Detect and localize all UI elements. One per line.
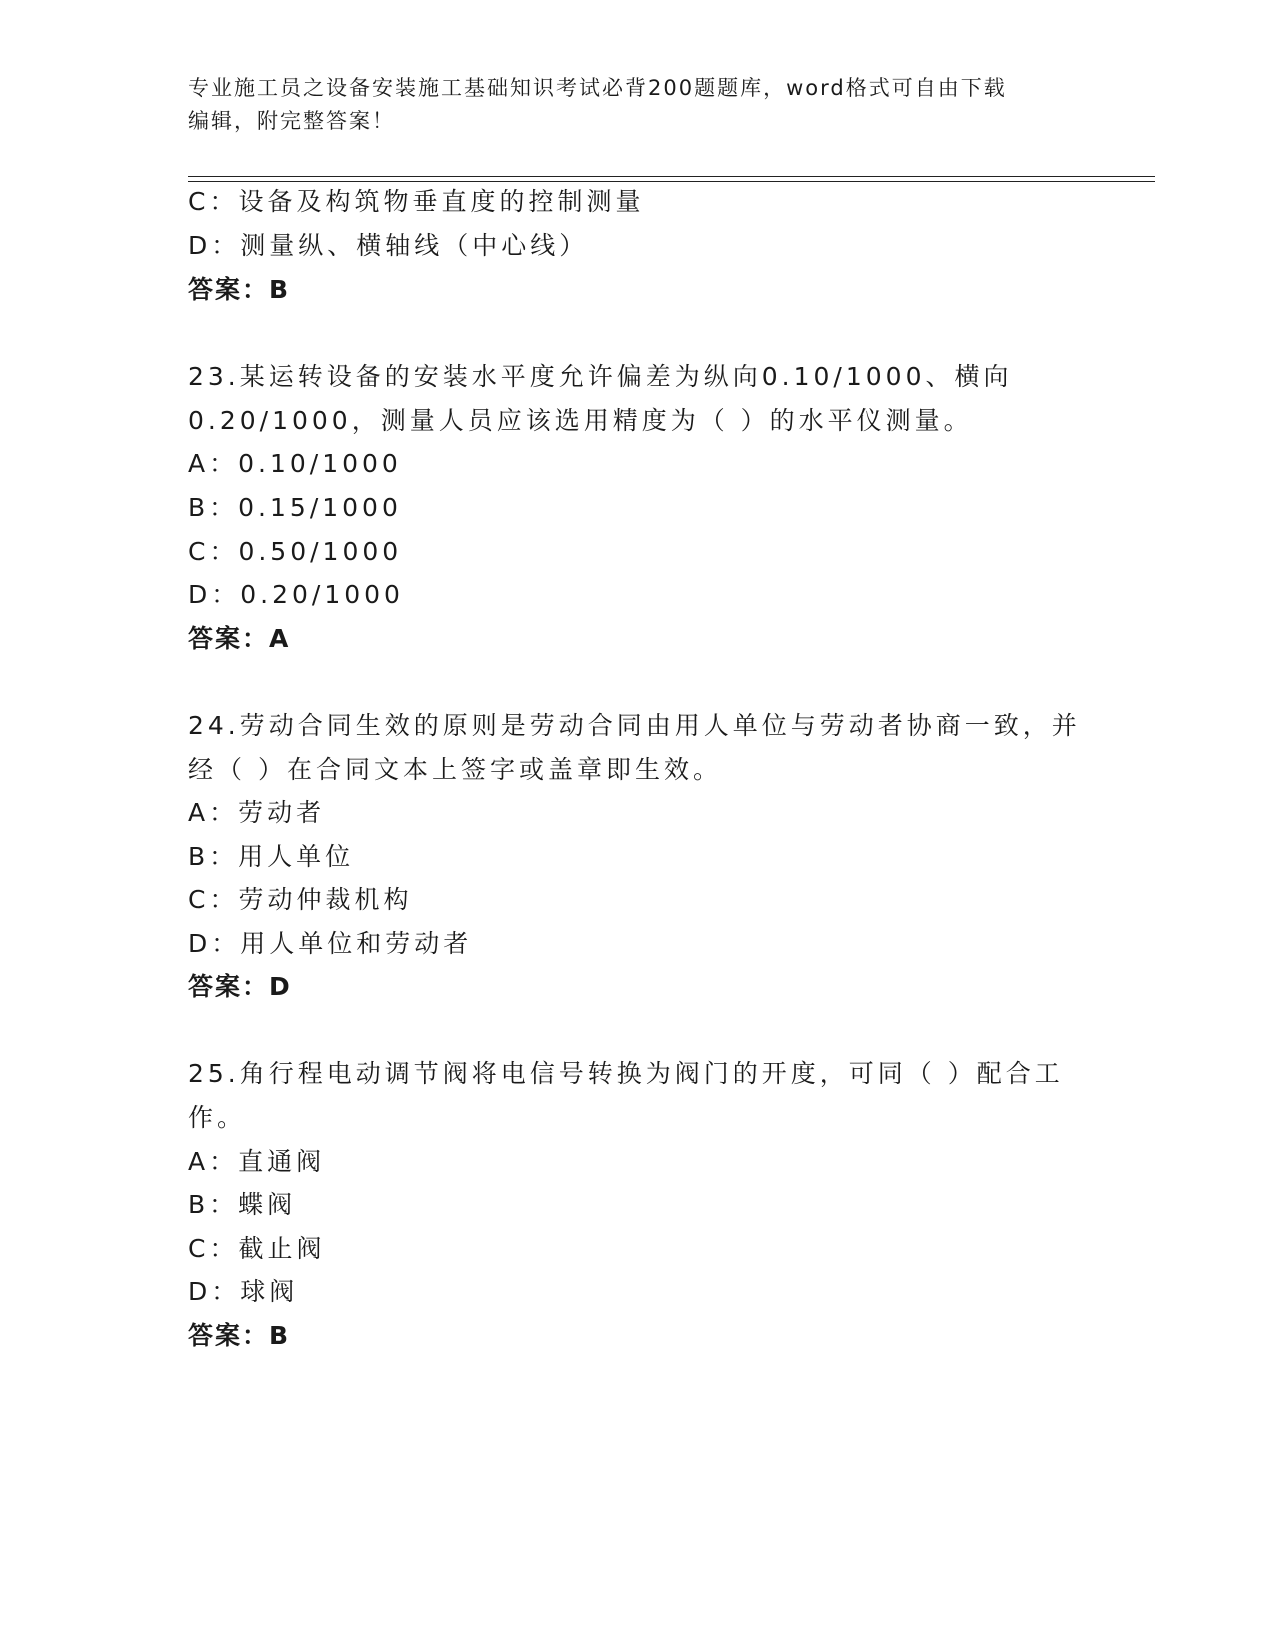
header-divider-top (188, 176, 1155, 177)
q24-option-a: A：劳动者 (188, 798, 326, 827)
q24-stem-line-1: 24.劳动合同生效的原则是劳动合同由用人单位与劳动者协商一致，并 (188, 711, 1081, 740)
header-title-line-2: 编辑，附完整答案！ (188, 109, 395, 133)
q23-stem-line-1: 23.某运转设备的安装水平度允许偏差为纵向0.10/1000、横向 (188, 362, 1013, 391)
q25-option-a: A：直通阀 (188, 1147, 326, 1176)
q25-option-b: B：蝶阀 (188, 1190, 297, 1219)
prev-option-d: D：测量纵、横轴线（中心线） (188, 231, 589, 260)
header-divider-bottom (188, 181, 1155, 182)
q25-option-c: C：截止阀 (188, 1234, 326, 1263)
q24-answer: 答案：D (188, 972, 292, 1001)
q23-option-c: C：0.50/1000 (188, 537, 403, 566)
q25-stem-line-2: 作。 (188, 1103, 247, 1132)
q23-stem-line-2: 0.20/1000，测量人员应该选用精度为（ ）的水平仪测量。 (188, 406, 973, 435)
q25-answer: 答案：B (188, 1321, 291, 1350)
q24-option-d: D：用人单位和劳动者 (188, 929, 473, 958)
q23-option-a: A：0.10/1000 (188, 449, 402, 478)
header-title-line-1: 专业施工员之设备安装施工基础知识考试必背200题题库，word格式可自由下载 (188, 76, 1007, 100)
prev-answer: 答案：B (188, 275, 291, 304)
q24-option-b: B：用人单位 (188, 842, 355, 871)
document-header (188, 72, 1088, 138)
prev-option-c: C：设备及构筑物垂直度的控制测量 (188, 187, 645, 216)
q25-stem-line-1: 25.角行程电动调节阀将电信号转换为阀门的开度，可同（ ）配合工 (188, 1059, 1064, 1088)
q24-stem-line-2: 经（ ）在合同文本上签字或盖章即生效。 (188, 755, 722, 784)
q23-option-b: B：0.15/1000 (188, 493, 402, 522)
q25-option-d: D：球阀 (188, 1277, 299, 1306)
q23-option-d: D：0.20/1000 (188, 580, 404, 609)
q24-option-c: C：劳动仲裁机构 (188, 885, 413, 914)
q23-answer: 答案：A (188, 624, 291, 653)
